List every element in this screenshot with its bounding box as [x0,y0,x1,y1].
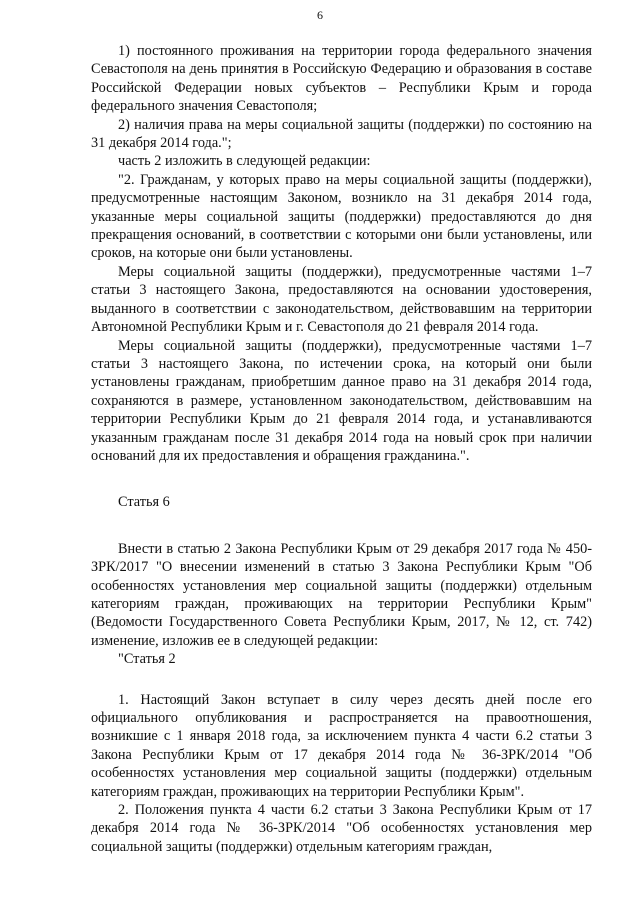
paragraph-part-2-text: "2. Гражданам, у которых право на меры социальной защиты (поддержки), предусмотренные настоящим Законом, возникло на 31 декабря 2014 года, указанные меры социальной защиты (поддержки) предоставляются до дня прекращения оснований, в соответствии с которыми они были установлены, или сроков, на которые они были установлены. [91,171,592,262]
paragraph-item-2: 2) наличия права на меры социальной защиты (поддержки) по состоянию на 31 декабря 2014 года."; [91,116,592,152]
article-2-point-2: 2. Положения пункта 4 части 6.2 статьи 3 Закона Республики Крым от 17 декабря 2014 года № 36-ЗРК/2014 "Об особенностях установления мер социальной защиты (поддержки) отдельным категориям граждан, [91,802,592,855]
paragraph-part-2-intro: часть 2 изложить в следующей редакции: [118,153,371,170]
paragraph-measures-extension: Меры социальной защиты (поддержки), предусмотренные частями 1–7 статьи 3 настоящего Закона, по истечении срока, на который они были установлены гражданам, приобретшим данное право на 31 декабря 2014 года, сохраняются в размере, установленном законодательством, действовавшим на территории Республики Крым до 21 февраля 2014 года, и устанавливаются указанным гражданам после 31 декабря 2014 года на новый срок при наличии оснований для их предоставления и обращения гражданина.". [91,337,592,464]
paragraph-measures-certificate: Меры социальной защиты (поддержки), предусмотренные частями 1–7 статьи 3 настоящего Закона, предоставляются на основании удостоверения, выданного в соответствии с законодательством, действовавшим на территории Автономной Республики Крым и г. Севастополя до 21 февраля 2014 года. [91,263,592,336]
article-6-heading: Статья 6 [118,494,170,511]
page-number: 6 [317,8,323,22]
page-body [91,42,592,856]
article-2-heading: "Статья 2 [118,651,176,668]
paragraph-item-1: 1) постоянного проживания на территории города федерального значения Севастополя на день принятия в Российскую Федерацию и образования в составе Российской Федерации новых субъектов – Республики Крым и города федерального значения Севастополя; [91,43,592,115]
article-2-point-1: 1. Настоящий Закон вступает в силу через десять дней после его официального опубликования и распространяется на правоотношения, возникшие с 1 января 2018 года, за исключением пункта 4 части 6.2 статьи 3 Закона Республики Крым от 17 декабря 2014 года № 36-ЗРК/2014 "Об особенностях установления мер социальной защиты (поддержки) отдельным категориям граждан, проживающих на территории Республики Крым". [91,691,592,800]
article-6-intro: Внести в статью 2 Закона Республики Крым от 29 декабря 2017 года № 450-ЗРК/2017 "О внесении изменений в статью 3 Закона Республики Крым "Об особенностях установления мер социальной защиты (поддержки) отдельным категориям граждан, проживающих на территории Республики Крым" (Ведомости Государственного Совета Республики Крым, 2017, № 12, ст. 742) изменение, изложив ее в следующей редакции: [91,540,592,649]
